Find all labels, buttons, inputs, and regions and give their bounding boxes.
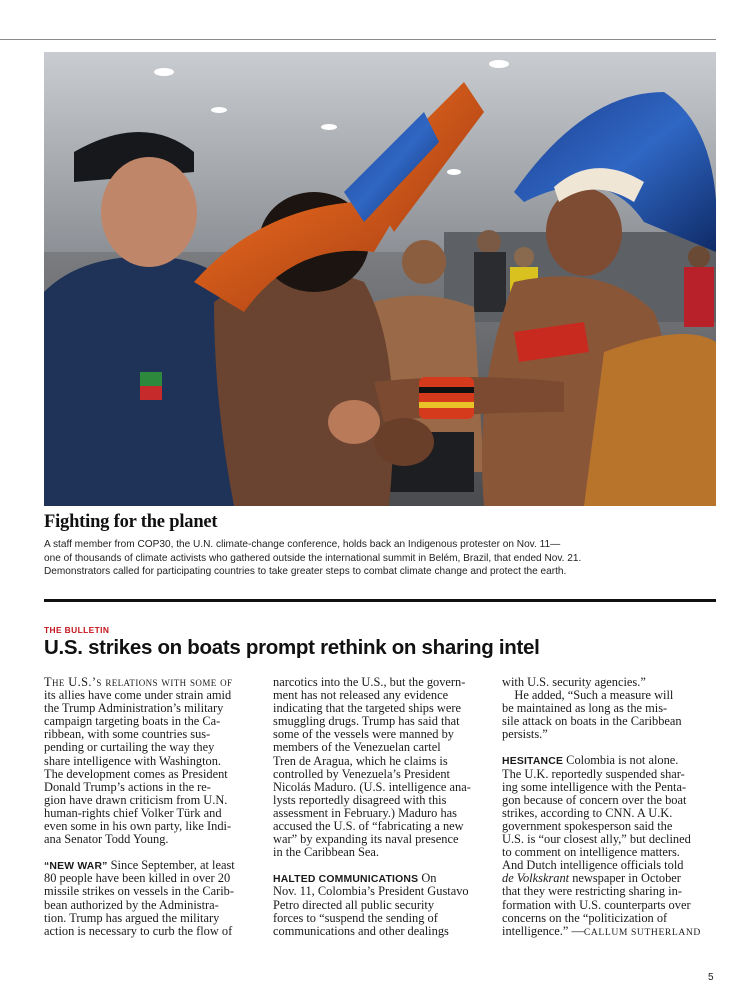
article-column-1 [44, 676, 262, 938]
body-line: Tren de Aragua, which he claims is [273, 753, 448, 768]
body-line: lysts reportedly disagreed with this [273, 792, 447, 807]
lead-in: The U.S.’s relations with some of [44, 675, 233, 689]
body-line: controlled by Venezuela’s President [273, 766, 450, 781]
body-line: forces to “suspend the sending of [273, 910, 438, 925]
body-text: Colombia is not alone. [563, 753, 679, 768]
body-line: Nicolás Maduro. (U.S. intelligence ana- [273, 779, 471, 794]
body-line: with U.S. security agencies.” [502, 675, 646, 689]
author-byline: CALLUM SUTHERLAND [583, 926, 701, 938]
body-line: ribbean, with some countries sus- [44, 727, 211, 742]
subhead-hesitance: HESITANCE [502, 756, 564, 768]
caption-text [44, 538, 724, 579]
article-headline: U.S. strikes on boats prompt rethink on sharing intel [44, 636, 540, 659]
section-rule [44, 599, 716, 602]
publication-name: de Volkskrant [502, 871, 570, 886]
caption-line: A staff member from COP30, the U.N. climate-change conference, holds back an Indigenous protester on Nov. 11— [44, 539, 561, 550]
body-line: gion have drawn criticism from U.N. [44, 792, 228, 807]
body-line: be maintained as long as the mis- [502, 701, 668, 716]
body-line: campaign targeting boats in the Ca- [44, 714, 221, 729]
top-rule [0, 39, 716, 40]
body-line: The U.K. reportedly suspended shar- [502, 766, 685, 781]
body-line: ana Senator Todd Young. [44, 832, 169, 847]
body-line: that they were restricting sharing in- [502, 884, 682, 899]
caption-line: one of thousands of climate activists who gathered outside the international summit in Belém, Brazil, that ended Nov. 21. [44, 552, 582, 564]
article-column-2 [273, 676, 491, 938]
body-line: 80 people have been killed in over 20 [44, 871, 231, 886]
body-line: missile strikes on vessels in the Carib- [44, 884, 234, 899]
body-line: concerns on the “politicization of [502, 910, 668, 925]
body-line: sile attack on boats in the Caribbean [502, 714, 682, 729]
body-line: narcotics into the U.S., but the govern- [273, 675, 466, 689]
page-number: 5 [708, 972, 714, 983]
body-line: Donald Trump’s actions in the re- [44, 779, 211, 794]
body-line: accused the U.S. of “fabricating a new [273, 819, 464, 834]
body-line [502, 925, 720, 938]
body-line: Nov. 11, Colombia’s President Gustavo [273, 884, 469, 899]
body-line: government spokesperson said the [502, 818, 673, 833]
body-text: On [418, 871, 437, 886]
body-line: indicating that the targeted ships were [273, 701, 461, 716]
body-line: some of the vessels were manned by [273, 727, 454, 742]
body-line: in the Caribbean Sea. [273, 845, 379, 860]
body-line: human-rights chief Volker Türk and [44, 805, 222, 820]
body-line: The development comes as President [44, 766, 228, 781]
body-line: share intelligence with Washington. [44, 753, 222, 768]
body-line: the Trump Administration’s military [44, 701, 224, 716]
body-line: war” by expanding its naval presence [273, 832, 459, 847]
body-line: its allies have come under strain amid [44, 688, 232, 703]
subhead-line [502, 754, 720, 767]
body-line: tion. Trump has argued the military [44, 910, 220, 925]
subhead-halted-communications: HALTED COMMUNICATIONS [273, 874, 419, 886]
body-line: even some in his own party, like Indi- [44, 819, 232, 834]
body-text: intelligence.” — [502, 923, 584, 938]
body-line: action is necessary to curb the flow of [44, 923, 233, 938]
body-line: He added, “Such a measure will [502, 688, 674, 703]
body-line: communications and other dealings [273, 923, 449, 938]
subhead-new-war: “NEW WAR” [44, 861, 108, 873]
article-column-3 [502, 676, 720, 938]
body-line: formation with U.S. counterparts over [502, 897, 691, 912]
news-photo-icon [44, 52, 716, 506]
body-line: smuggling drugs. Trump has said that [273, 714, 460, 729]
body-line: assessment in February.) Maduro has [273, 805, 457, 820]
body-line: strikes, according to CNN. A U.K. [502, 805, 673, 820]
body-line: And Dutch intelligence officials told [502, 858, 684, 873]
body-line: bean authorized by the Administra- [44, 897, 219, 912]
caption-title: Fighting for the planet [44, 512, 218, 532]
body-line: Petro directed all public security [273, 897, 435, 912]
body-line: members of the Venezuelan cartel [273, 740, 441, 755]
body-line: pending or curtailing the way they [44, 740, 215, 755]
body-line: persists.” [502, 727, 548, 742]
news-photo [44, 52, 716, 506]
body-line: gon because of concern over the boat [502, 792, 687, 807]
body-text: newspaper in October [569, 871, 681, 886]
body-line: U.S. is “our closest ally,” but declined [502, 832, 691, 847]
body-text: Since September, at least [107, 858, 235, 873]
body-line: to comment on intelligence matters. [502, 845, 680, 860]
caption-line: Demonstrators called for participating countries to take greater steps to combat climate change and protect the earth. [44, 566, 567, 578]
section-kicker: THE BULLETIN [44, 625, 110, 635]
body-line: ment has not released any evidence [273, 688, 449, 703]
body-line: ing some intelligence with the Penta- [502, 779, 687, 794]
